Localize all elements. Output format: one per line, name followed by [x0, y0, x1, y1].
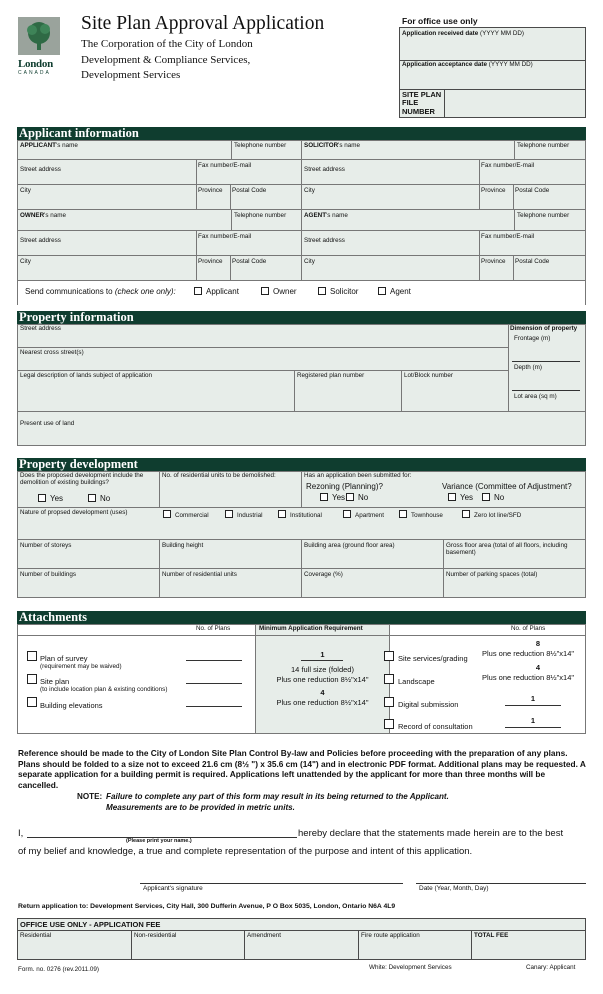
- solicitor-fax-label: Fax number/E-mail: [481, 162, 535, 169]
- rezoning-no[interactable]: No: [346, 493, 368, 503]
- declaration-line-1: hereby declare that the statements made herein are to the best: [298, 828, 564, 839]
- owner-name-label: OWNER's name: [20, 212, 66, 219]
- site-plan-reduction: Plus one reduction 8½"x14": [276, 675, 369, 684]
- applicant-name-label: APPLICANT's name: [20, 142, 78, 149]
- note-label: NOTE:: [77, 792, 103, 801]
- fee-non-residential: Non-residential: [134, 932, 177, 939]
- date-field[interactable]: [416, 883, 586, 884]
- solicitor-phone-label: Telephone number: [517, 142, 570, 149]
- building-area-label: Building area (ground floor area): [304, 542, 395, 549]
- residential-units-label: Number of residential units: [162, 571, 237, 578]
- applicant-province-label: Province: [198, 187, 223, 194]
- agent-street-label: Street address: [304, 237, 345, 244]
- agent-postal-label: Postal Code: [515, 258, 550, 265]
- date-label: Date (Year, Month, Day): [419, 885, 489, 892]
- demolition-yes[interactable]: Yes: [38, 494, 63, 504]
- checkbox[interactable]: [378, 287, 386, 295]
- checkbox[interactable]: [261, 287, 269, 295]
- services-label: Site services/grading: [398, 654, 468, 663]
- units-demolished-label: No. of residential units to be demolished:: [162, 472, 276, 479]
- landscape-count: 4: [535, 663, 541, 672]
- agent-province-label: Province: [481, 258, 506, 265]
- property-section-header: Property information: [17, 311, 586, 324]
- storeys-label: Number of storeys: [20, 542, 72, 549]
- received-date-label: Application received date (YYYY MM DD): [402, 30, 525, 37]
- page-title: Site Plan Approval Application: [81, 13, 325, 34]
- services-count: 8: [535, 639, 541, 648]
- option-agent[interactable]: Agent: [378, 287, 411, 297]
- elevations-label: Building elevations: [40, 701, 103, 710]
- applicant-section-header: Applicant information: [17, 127, 586, 140]
- use-industrial[interactable]: Industrial: [225, 510, 263, 519]
- site-plan-note: (to include location plan & existing conditions): [40, 686, 168, 693]
- org-line-3: Development Services: [81, 69, 181, 81]
- depth-label: Depth (m): [514, 364, 542, 371]
- property-info-table: [17, 324, 586, 446]
- fee-residential: Residential: [20, 932, 52, 939]
- use-zero-lot[interactable]: Zero lot line/SFD: [462, 510, 521, 519]
- attachments-section-header: Attachments: [17, 611, 586, 624]
- fee-table: [17, 918, 586, 960]
- survey-plans-line[interactable]: [186, 660, 242, 661]
- fee-amendment: Amendment: [247, 932, 281, 939]
- development-table: [17, 471, 586, 598]
- org-line-1: The Corporation of the City of London: [81, 38, 253, 50]
- site-plan-plans-line[interactable]: [186, 683, 242, 684]
- copy-white: White: Development Services: [369, 964, 452, 971]
- checkbox[interactable]: [318, 287, 326, 295]
- landscape-label: Landscape: [398, 677, 435, 686]
- frontage-label: Frontage (m): [514, 335, 551, 342]
- consultation-count: 1: [530, 716, 536, 725]
- site-plan-label: Site plan: [40, 677, 70, 686]
- elevations-reduction: Plus one reduction 8½"x14": [276, 698, 369, 707]
- registered-plan-label: Registered plan number: [297, 372, 365, 379]
- fee-heading: OFFICE USE ONLY - APPLICATION FEE: [20, 920, 161, 929]
- send-communications-label: Send communications to (check one only):: [25, 287, 176, 296]
- checkbox[interactable]: [399, 510, 407, 518]
- checkbox[interactable]: [320, 493, 328, 501]
- applicant-postal-label: Postal Code: [232, 187, 267, 194]
- agent-name-label: AGENT's name: [304, 212, 348, 219]
- logo-text: London: [18, 58, 53, 70]
- legal-description-label: Legal description of lands subject of application: [20, 372, 152, 379]
- applicant-info-table: [17, 140, 586, 305]
- checkbox[interactable]: [225, 510, 233, 518]
- survey-note: (requirement may be waived): [40, 663, 122, 670]
- owner-city-label: City: [20, 258, 31, 265]
- solicitor-name-label: SOLICITOR's name: [304, 142, 361, 149]
- survey-requirement: 1: [320, 650, 325, 659]
- acceptance-date-field[interactable]: [400, 68, 585, 88]
- digital-checkbox[interactable]: [384, 697, 394, 707]
- variance-label: Variance (Committee of Adjustment?: [442, 482, 572, 491]
- applicant-fax-label: Fax number/E-mail: [198, 162, 252, 169]
- dimension-label: Dimension of property: [510, 325, 578, 332]
- solicitor-city-label: City: [304, 187, 315, 194]
- checkbox[interactable]: [346, 493, 354, 501]
- survey-checkbox[interactable]: [27, 651, 37, 661]
- coverage-label: Coverage (%): [304, 571, 343, 578]
- parking-label: Number of parking spaces (total): [446, 571, 538, 578]
- use-commercial[interactable]: Commercial: [163, 510, 209, 519]
- org-line-2: Development & Compliance Services,: [81, 54, 251, 66]
- digital-label: Digital submission: [398, 700, 459, 709]
- lot-area-label: Lot area (sq m): [514, 393, 557, 400]
- checkbox[interactable]: [88, 494, 96, 502]
- solicitor-postal-label: Postal Code: [515, 187, 550, 194]
- print-name-hint: (Please print your name.): [126, 838, 192, 844]
- file-number-field[interactable]: [445, 90, 585, 117]
- applicant-street-label: Street address: [20, 166, 61, 173]
- elevations-plans-line[interactable]: [186, 706, 242, 707]
- declaration-line-2: of my belief and knowledge, a true and complete representation of the purpose and intent of this application.: [18, 846, 473, 857]
- acceptance-date-label: Application acceptance date (YYYY MM DD): [402, 61, 533, 68]
- plans-count-header-right: No. of Plans: [511, 625, 546, 632]
- services-reduction: Plus one reduction 8½"x14": [482, 649, 575, 658]
- agent-city-label: City: [304, 258, 315, 265]
- declaration-prefix: I,: [18, 828, 24, 839]
- city-logo: [18, 17, 60, 79]
- option-applicant[interactable]: Applicant: [194, 287, 239, 297]
- use-townhouse[interactable]: Townhouse: [399, 510, 443, 519]
- consultation-checkbox[interactable]: [384, 719, 394, 729]
- owner-fax-label: Fax number/E-mail: [198, 233, 252, 240]
- option-solicitor[interactable]: Solicitor: [318, 287, 358, 297]
- applicant-city-label: City: [20, 187, 31, 194]
- demolition-label: Does the proposed development include the demolition of existing buildings?: [20, 472, 144, 487]
- copy-canary: Canary: Applicant: [526, 964, 576, 971]
- owner-province-label: Province: [198, 258, 223, 265]
- checkbox[interactable]: [448, 493, 456, 501]
- development-section-header: Property development: [17, 458, 586, 471]
- office-use-heading: For office use only: [402, 16, 478, 26]
- checkbox[interactable]: [38, 494, 46, 502]
- services-checkbox[interactable]: [384, 651, 394, 661]
- submitted-label: Has an application been submitted for:: [304, 472, 412, 479]
- attachments-table: [17, 624, 586, 734]
- agent-phone-label: Telephone number: [517, 212, 570, 219]
- reference-paragraph: Reference should be made to the City of London Site Plan Control By-law and Policies before proceeding with the preparation of any plans. Plans should be folded to a size not to exceed 21.6 cm (8½ ") x 35.6 cm (14") and in electronic PDF format. Additional plans may be requested. A separate application for a building permit is required. Applications left unattended by the applicant for more than three months will be cancelled.: [18, 748, 586, 790]
- min-requirement-header: Minimum Application Requirement: [259, 625, 363, 632]
- height-label: Building height: [162, 542, 204, 549]
- digital-count: 1: [530, 694, 536, 703]
- note-block: NOTE: Failure to complete any part of this form may result in its being returned to the Applicant. Measurements are to be provided in metric units.: [77, 792, 449, 812]
- elevations-requirement: 4: [320, 688, 325, 697]
- landscape-reduction: Plus one reduction 8½"x14": [482, 673, 575, 682]
- checkbox[interactable]: [194, 287, 202, 295]
- demolition-no[interactable]: No: [88, 494, 110, 504]
- option-owner[interactable]: Owner: [261, 287, 297, 297]
- rezoning-label: Rezoning (Planning)?: [306, 482, 383, 491]
- signature-field[interactable]: [140, 883, 403, 884]
- file-number-label: SITE PLAN FILE NUMBER: [402, 90, 442, 116]
- agent-fax-label: Fax number/E-mail: [481, 233, 535, 240]
- cross-street-label: Nearest cross street(s): [20, 349, 84, 356]
- use-apartment[interactable]: Apartment: [343, 510, 384, 519]
- consultation-label: Record of consultation: [398, 722, 473, 731]
- return-address: Return application to: Development Services, City Hall, 300 Dufferin Avenue, P O Box 5035, London, Ontario N6A 4L9: [18, 903, 396, 910]
- received-date-field[interactable]: [400, 38, 585, 58]
- logo-subtext: CANADA: [18, 70, 51, 76]
- lot-block-label: Lot/Block number: [404, 372, 454, 379]
- owner-street-label: Street address: [20, 237, 61, 244]
- nature-label: Nature of propsed development (uses): [20, 509, 128, 516]
- solicitor-province-label: Province: [481, 187, 506, 194]
- gross-area-label: Gross floor area (total of all floors, including basement): [446, 542, 568, 557]
- variance-yes[interactable]: Yes: [448, 493, 473, 503]
- buildings-label: Number of buildings: [20, 571, 77, 578]
- elevations-checkbox[interactable]: [27, 697, 37, 707]
- tree-icon: [18, 17, 60, 55]
- landscape-checkbox[interactable]: [384, 674, 394, 684]
- solicitor-street-label: Street address: [304, 166, 345, 173]
- applicant-phone-label: Telephone number: [234, 142, 287, 149]
- plans-count-header-left: No. of Plans: [196, 625, 231, 632]
- survey-label: Plan of survey: [40, 654, 88, 663]
- signature-label: Applicant's signature: [143, 885, 203, 892]
- checkbox[interactable]: [482, 493, 490, 501]
- use-institutional[interactable]: Institutional: [278, 510, 322, 519]
- checkbox[interactable]: [343, 510, 351, 518]
- owner-postal-label: Postal Code: [232, 258, 267, 265]
- site-plan-checkbox[interactable]: [27, 674, 37, 684]
- site-plan-requirement: 14 full size (folded): [291, 665, 354, 674]
- owner-phone-label: Telephone number: [234, 212, 287, 219]
- fee-total: TOTAL FEE: [474, 932, 509, 939]
- property-street-label: Street address: [20, 325, 61, 332]
- checkbox[interactable]: [163, 510, 171, 518]
- present-use-label: Present use of land: [20, 420, 75, 427]
- checkbox[interactable]: [462, 510, 470, 518]
- rezoning-yes[interactable]: Yes: [320, 493, 345, 503]
- checkbox[interactable]: [278, 510, 286, 518]
- variance-no[interactable]: No: [482, 493, 504, 503]
- form-number: Form. no. 0276 (rev.2011.09): [18, 966, 99, 973]
- fee-fire-route: Fire route application: [361, 932, 420, 939]
